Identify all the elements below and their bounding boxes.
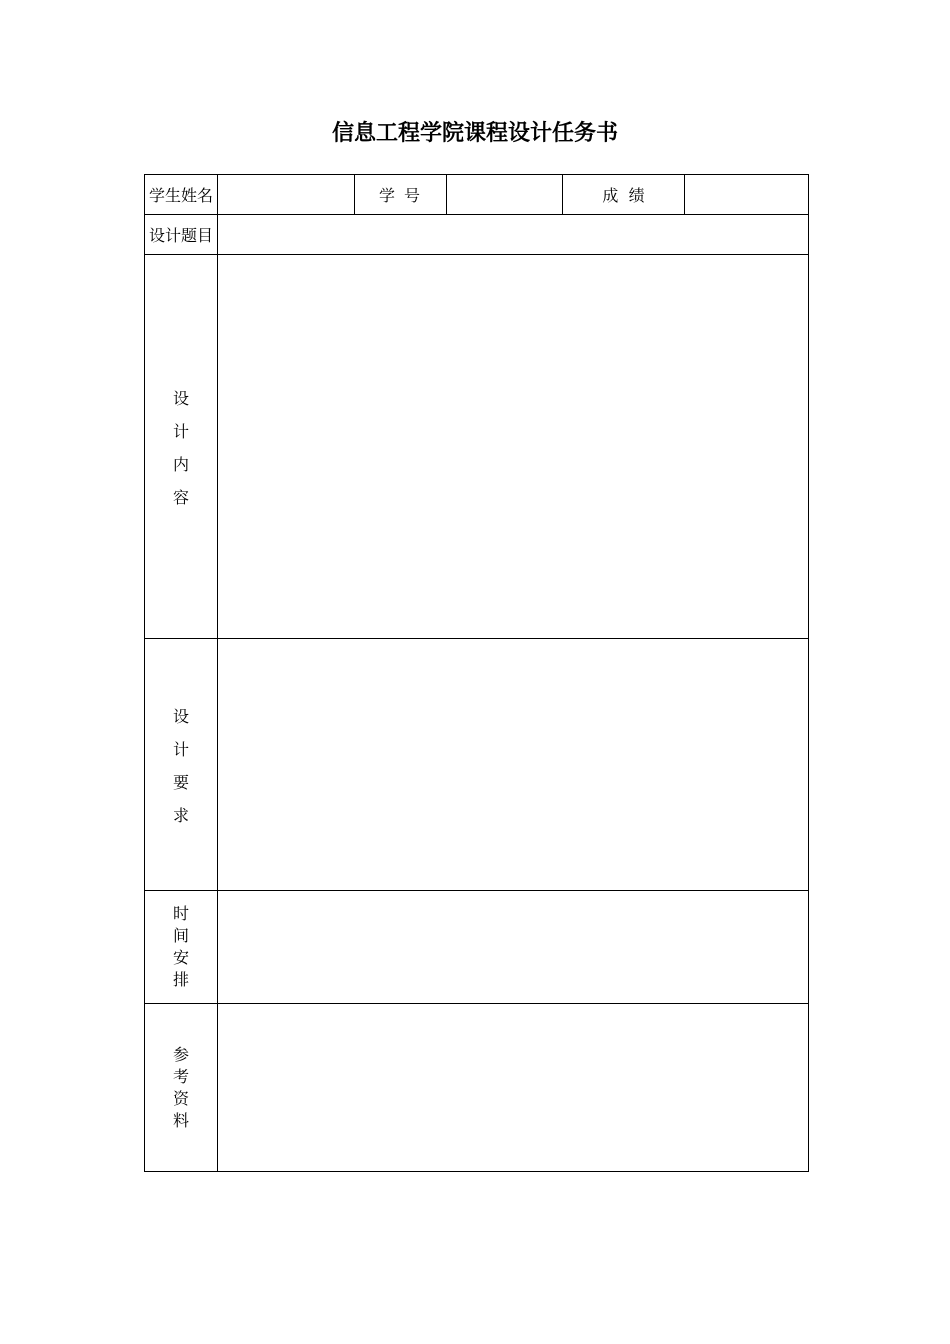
grade-label: 成 绩: [563, 175, 685, 215]
design-topic-field[interactable]: [218, 215, 809, 255]
design-content-field[interactable]: [218, 255, 809, 639]
row-design-content: [145, 255, 809, 639]
row-design-topic: [145, 215, 809, 255]
student-name-field[interactable]: [218, 175, 355, 215]
design-content-label: [145, 255, 218, 639]
page-title: 信息工程学院课程设计任务书: [331, 121, 618, 146]
student-name-label: 学生姓名: [145, 175, 218, 215]
design-requirements-label: [145, 639, 218, 891]
row-schedule: [145, 891, 809, 1004]
student-id-field[interactable]: [447, 175, 563, 215]
references-field[interactable]: [218, 1004, 809, 1172]
design-requirements-field[interactable]: [218, 639, 809, 891]
schedule-label: [145, 891, 218, 1004]
design-requirements-label-text: 设 计 要 求: [172, 706, 189, 825]
schedule-label-text: 时 间 安 排: [172, 904, 189, 989]
row-design-requirements: [145, 639, 809, 891]
design-content-label-text: 设 计 内 容: [172, 388, 189, 507]
row-references: [145, 1004, 809, 1172]
references-label-text: 参 考 资 料: [172, 1044, 189, 1130]
references-label: [145, 1004, 218, 1172]
schedule-field[interactable]: [218, 891, 809, 1004]
student-id-label: 学 号: [355, 175, 447, 215]
design-topic-label: 设计题目: [145, 215, 218, 255]
row-student-info: [145, 175, 809, 215]
grade-field[interactable]: [685, 175, 809, 215]
task-form-table: [144, 174, 809, 1172]
